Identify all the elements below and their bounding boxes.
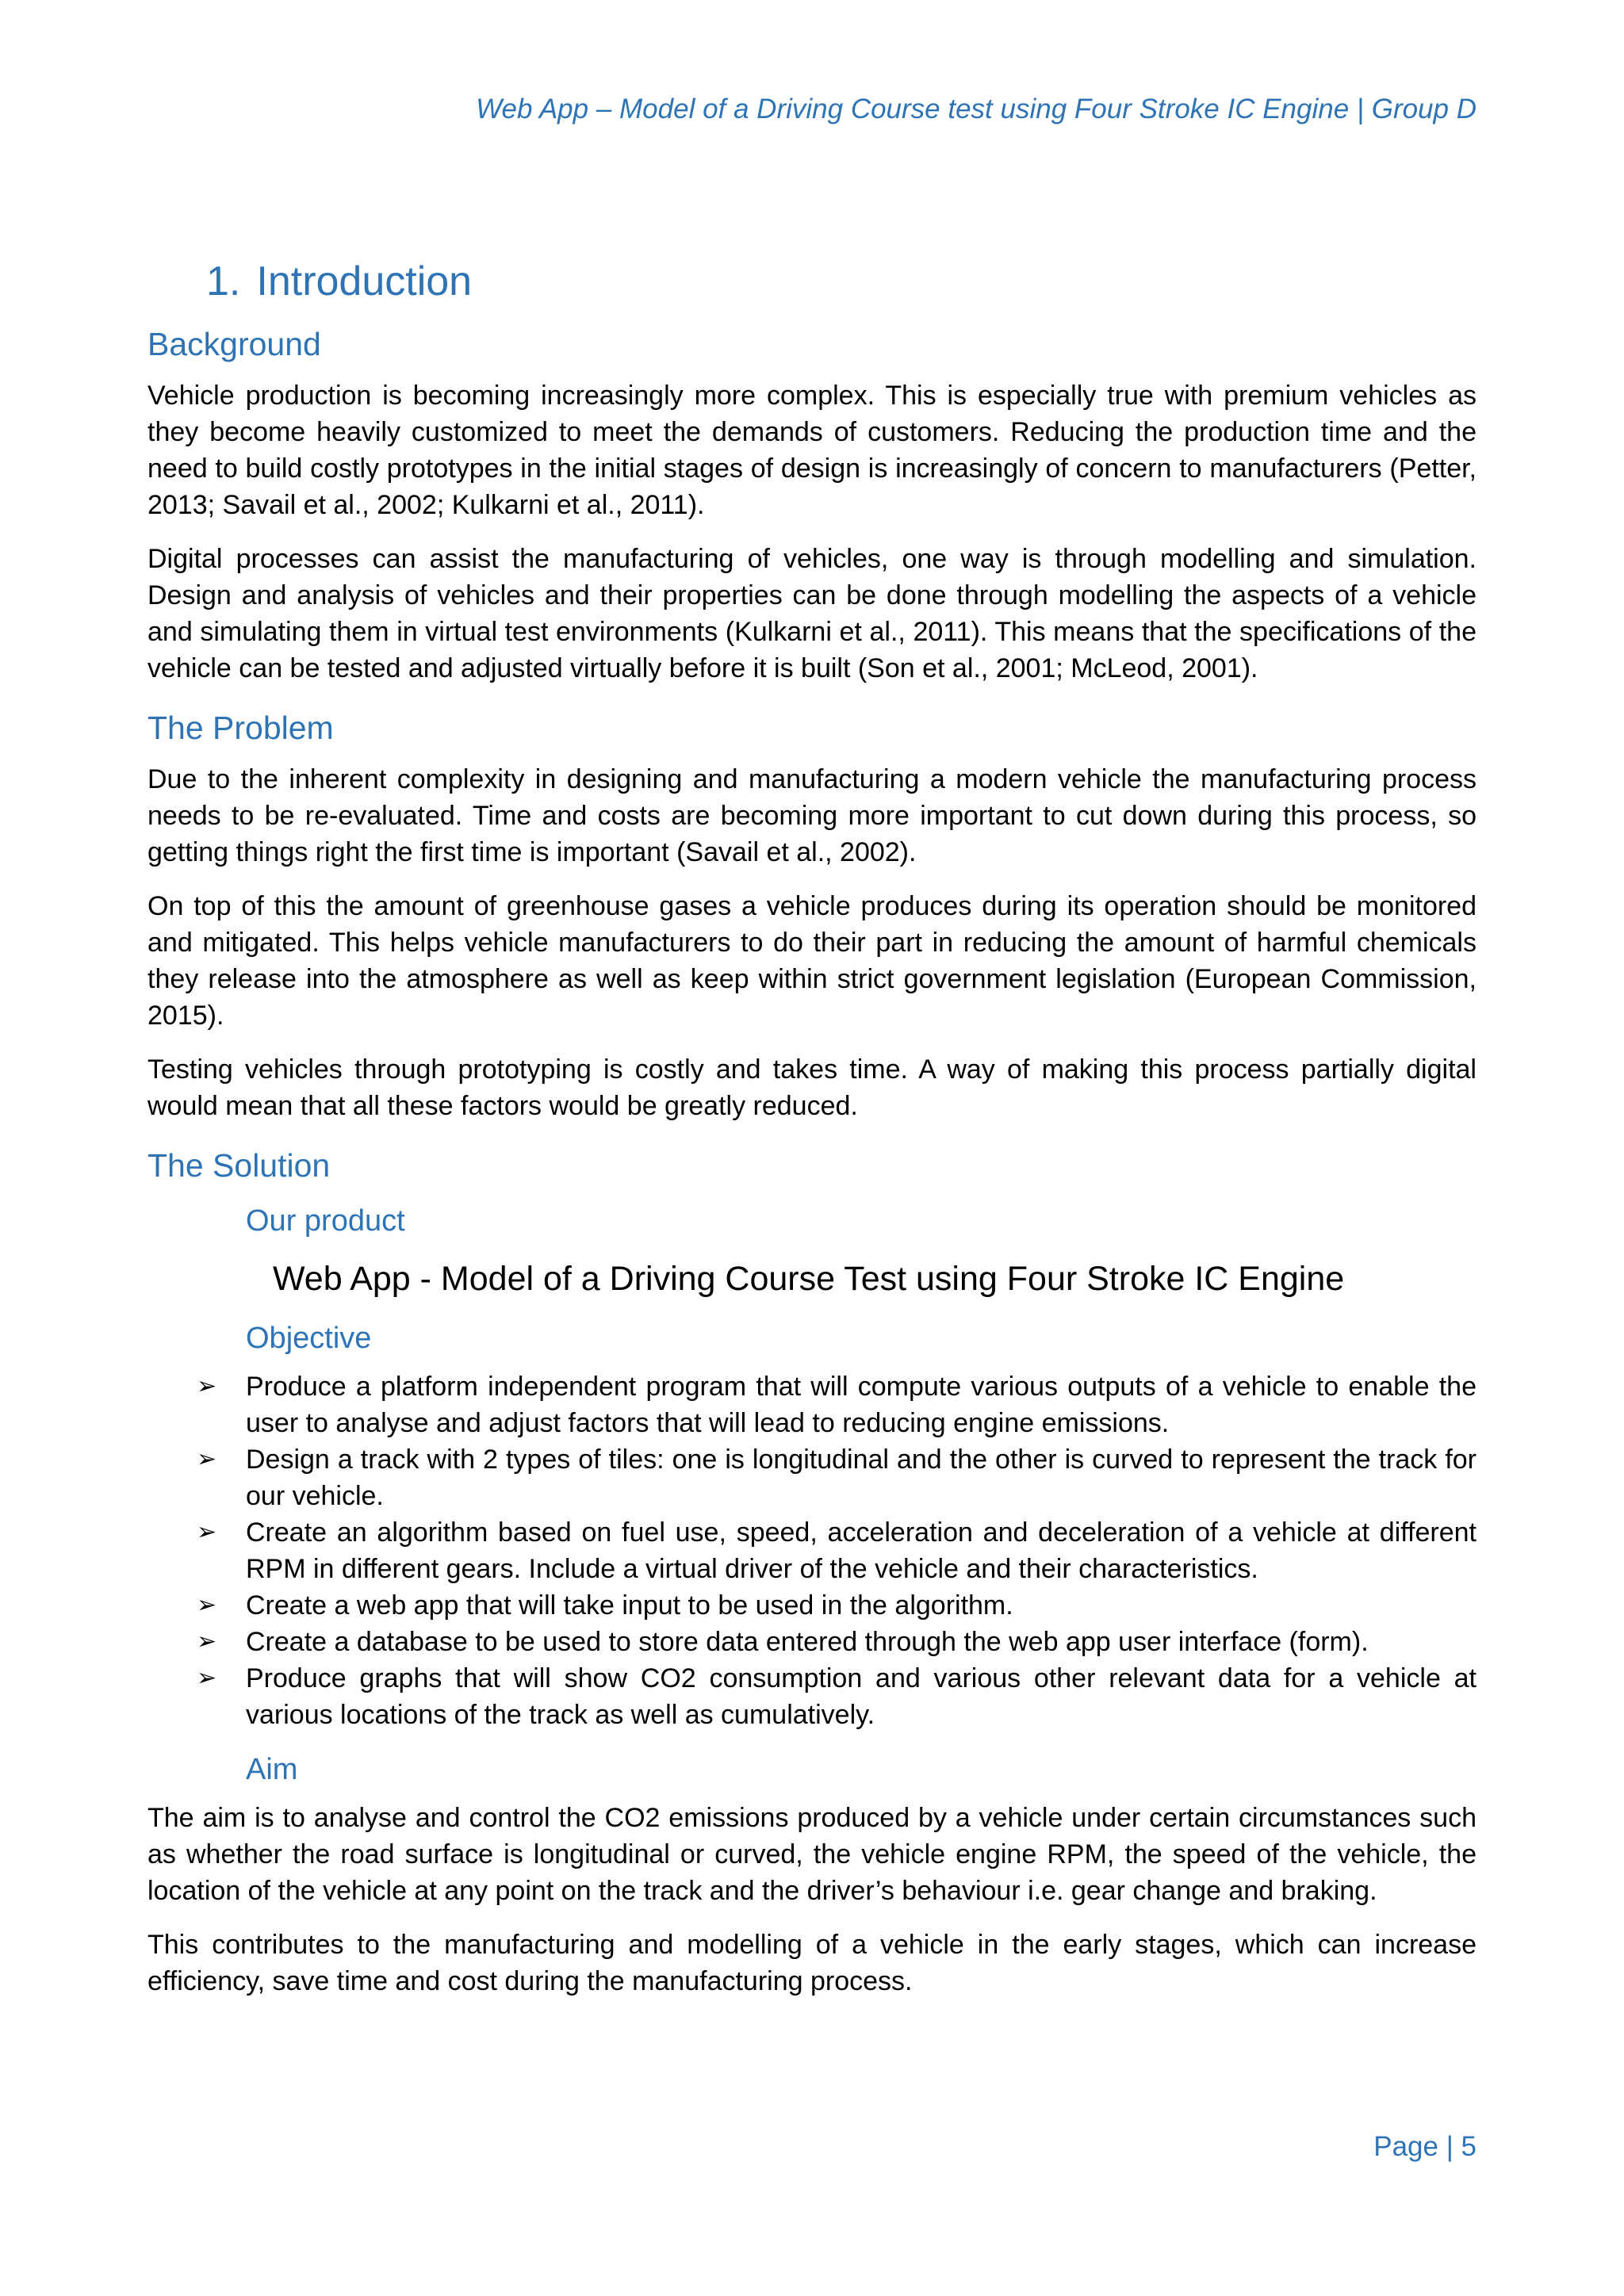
background-paragraph: Digital processes can assist the manufacturing of vehicles, one way is through modelling and simulation. Design and analysis of vehicles and their properties can be done through modelling the aspects of a vehicle and simulating them in virtual test environments (Kulkarni et al., 2011). This means that the specifications of the vehicle can be tested and adjusted virtually before it is built (Son et al., 2001; McLeod, 2001). [147,544,1477,683]
chapter-heading [206,254,1477,309]
objective-text: Produce graphs that will show CO2 consumption and various other relevant data for a vehicle at various locations of the track as well as cumulatively. [246,1663,1477,1730]
arrow-bullet-icon: ➢ [197,1592,217,1618]
arrow-bullet-icon: ➢ [197,1373,217,1399]
subsection-heading-product: Our product [246,1204,405,1238]
objective-text: Create a database to be used to store data entered through the web app user interface (form). [246,1627,1369,1657]
running-header: Web App – Model of a Driving Course test using Four Stroke IC Engine | Group D [476,94,1477,124]
subsection-heading-aim: Aim [246,1753,298,1786]
arrow-bullet-icon: ➢ [197,1519,217,1545]
subsection-heading-objective: Objective [246,1322,372,1355]
objective-text: Create a web app that will take input to be used in the algorithm. [246,1590,1013,1621]
page-content [147,254,1477,2017]
problem-paragraph: Testing vehicles through prototyping is costly and takes time. A way of making this process partially digital would mean that all these factors would be greatly reduced. [147,1054,1477,1121]
objective-item [147,1441,1477,1514]
arrow-bullet-icon: ➢ [197,1446,217,1472]
problem-paragraph: On top of this the amount of greenhouse gases a vehicle produces during its operation should be monitored and mitigated. This helps vehicle manufacturers to do their part in reducing the amount of harmful chemicals they release into the atmosphere as well as keep within strict government legislation (European Commission, 2015). [147,891,1477,1031]
objective-item [147,1660,1477,1733]
section-heading-solution: The Solution [147,1147,331,1184]
objective-text: Design a track with 2 types of tiles: one is longitudinal and the other is curved to represent the track for our vehicle. [246,1445,1477,1511]
background-paragraph: Vehicle production is becoming increasingly more complex. This is especially true with premium vehicles as they become heavily customized to meet the demands of customers. Reducing the production time and the need to build costly prototypes in the initial stages of design is increasingly of concern to manufacturers (Petter, 2013; Savail et al., 2002; Kulkarni et al., 2011). [147,381,1477,520]
arrow-bullet-icon: ➢ [197,1628,217,1655]
page-number: Page | 5 [1373,2131,1477,2162]
section-heading-problem: The Problem [147,710,334,746]
aim-paragraph: The aim is to analyse and control the CO2 emissions produced by a vehicle under certain circumstances such as whether the road surface is longitudinal or curved, the vehicle engine RPM, the speed of the vehicle, the location of the vehicle at any point on the track and the driver’s behaviour i.e. gear change and braking. [147,1803,1477,1906]
objective-item [147,1514,1477,1587]
objective-text: Produce a platform independent program that will compute various outputs of a vehicle to enable the user to analyse and adjust factors that will lead to reducing engine emissions. [246,1372,1477,1438]
problem-paragraph: Due to the inherent complexity in designing and manufacturing a modern vehicle the manufacturing process needs to be re-evaluated. Time and costs are becoming more important to cut down during this process, so getting things right the first time is important (Savail et al., 2002). [147,764,1477,867]
objective-text: Create an algorithm based on fuel use, speed, acceleration and deceleration of a vehicle at different RPM in different gears. Include a virtual driver of the vehicle and their characteristics. [246,1517,1477,1584]
objective-item [147,1368,1477,1441]
product-title: Web App - Model of a Driving Course Test using Four Stroke IC Engine [273,1260,1345,1298]
section-heading-background: Background [147,326,321,362]
objective-item [147,1624,1477,1660]
arrow-bullet-icon: ➢ [197,1665,217,1691]
objective-list [147,1368,1477,1733]
chapter-number: 1. [206,258,241,304]
chapter-title: Introduction [256,258,473,304]
aim-paragraph: This contributes to the manufacturing and modelling of a vehicle in the early stages, which can increase efficiency, save time and cost during the manufacturing process. [147,1930,1477,1996]
objective-item [147,1587,1477,1624]
